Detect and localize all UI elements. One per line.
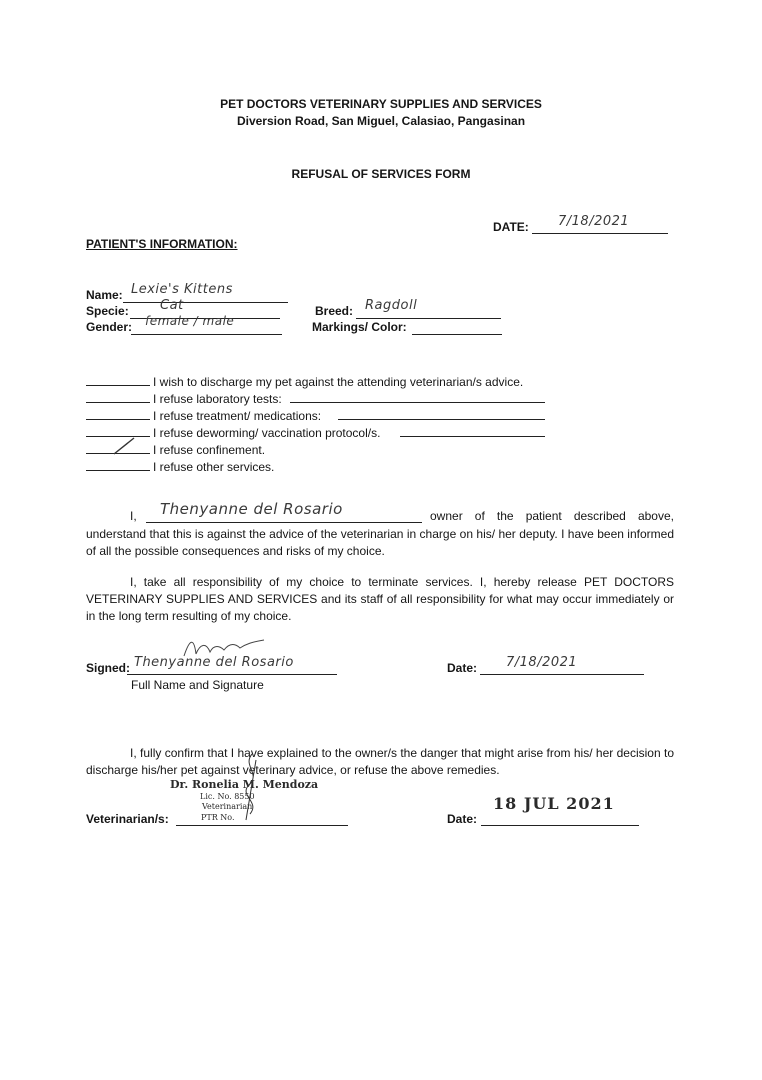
markings-line bbox=[412, 318, 502, 335]
medications-line bbox=[338, 403, 545, 420]
checklist-item: I refuse deworming/ vaccination protocol/s. bbox=[86, 424, 380, 440]
checklist-item: I wish to discharge my pet against the attending veterinarian/s advice. bbox=[86, 373, 523, 389]
vet-stamp-name: Dr. Ronelia M. Mendoza bbox=[170, 778, 319, 791]
name-label: Name: bbox=[86, 288, 123, 302]
statement1-body: understand that this is against the advice of the veterinarian in charge on his/ her deputy. I have been informed of all the possible consequences and risks of my choice. bbox=[86, 527, 674, 558]
laboratory-line bbox=[290, 386, 545, 403]
company-name: PET DOCTORS VETERINARY SUPPLIES AND SERVICES bbox=[220, 97, 542, 111]
vet-stamp-role: Veterinarian bbox=[202, 802, 253, 811]
checklist-item: I refuse other services. bbox=[86, 458, 274, 474]
breed-value: Ragdoll bbox=[365, 298, 418, 313]
checklist-blank[interactable] bbox=[86, 390, 150, 403]
name-value: Lexie's Kittens bbox=[131, 282, 233, 297]
specie-label: Specie: bbox=[86, 304, 129, 318]
statement1-suffix: owner of the patient described above, bbox=[430, 509, 674, 523]
checklist-blank[interactable] bbox=[86, 458, 150, 471]
vet-label: Veterinarian/s: bbox=[86, 812, 169, 826]
deworming-line bbox=[400, 420, 545, 437]
signed-handwritten: Thenyanne del Rosario bbox=[134, 655, 294, 670]
vet-date-stamp: 18 JUL 2021 bbox=[493, 794, 615, 813]
vet-stamp-license: Lic. No. 8550 bbox=[200, 792, 255, 801]
company-address: Diversion Road, San Miguel, Calasiao, Pangasinan bbox=[236, 114, 526, 128]
patient-info-heading: PATIENT'S INFORMATION: bbox=[86, 237, 238, 251]
gender-value: female / male bbox=[145, 314, 235, 328]
checklist-blank[interactable] bbox=[86, 373, 150, 386]
breed-label: Breed: bbox=[315, 304, 354, 318]
form-title: REFUSAL OF SERVICES FORM bbox=[291, 167, 471, 181]
checklist-item: I refuse confinement. bbox=[86, 441, 265, 457]
signed-label: Signed: bbox=[86, 661, 130, 675]
vet-date-label: Date: bbox=[447, 812, 478, 826]
date-handwritten: 7/18/2021 bbox=[558, 214, 630, 229]
statement1-prefix: I, bbox=[130, 509, 137, 523]
date-label: DATE: bbox=[493, 220, 529, 234]
owner-date-handwritten: 7/18/2021 bbox=[506, 655, 578, 670]
checklist-blank[interactable] bbox=[86, 407, 150, 420]
specie-value: Cat bbox=[160, 298, 184, 313]
signature-caption: Full Name and Signature bbox=[131, 678, 264, 692]
checklist-item: I refuse treatment/ medications: bbox=[86, 407, 321, 423]
gender-label: Gender: bbox=[86, 320, 133, 334]
checklist-item: I refuse laboratory tests: bbox=[86, 390, 282, 406]
owner-date-label: Date: bbox=[447, 661, 478, 675]
check-mark-icon bbox=[112, 436, 136, 456]
statement2: I, take all responsibility of my choice to terminate services. I, hereby release PET DOCTORS VETERINARY SUPPLIES AND SERVICES and its staff of all responsibility for what may occur immediately or in the long term resulting of my choice. bbox=[86, 575, 674, 623]
owner-name-handwritten: Thenyanne del Rosario bbox=[160, 500, 343, 518]
vet-stamp-ptr: PTR No. bbox=[201, 813, 235, 822]
markings-label: Markings/ Color: bbox=[312, 320, 407, 334]
statement3: I, fully confirm that I have explained to the owner/s the danger that might arise from his/ her decision to discharge his/her pet against veterinary advice, or refuse the above remedies. bbox=[86, 746, 674, 777]
